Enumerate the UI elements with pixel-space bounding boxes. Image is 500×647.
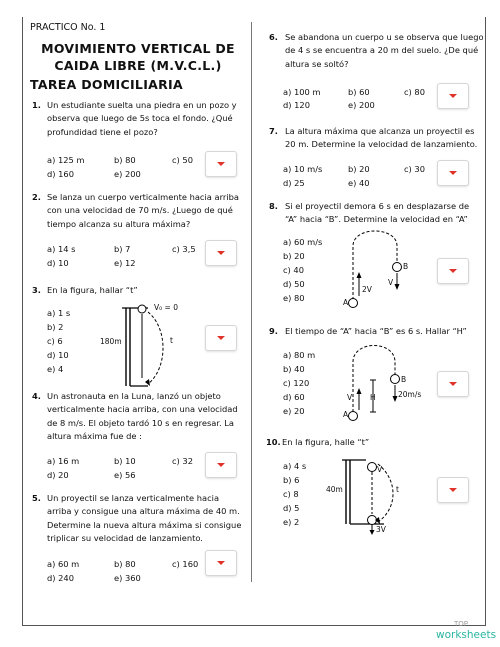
q10-figure: [340, 452, 410, 536]
q9-point-a-label: A: [343, 410, 349, 419]
q9-option-d: d) 60: [283, 392, 305, 402]
q9-number: 9.: [269, 326, 278, 336]
q9-option-c: c) 120: [283, 378, 310, 388]
q8-option-e: e) 80: [283, 293, 305, 303]
q10-3v-label: 3V: [376, 525, 386, 534]
q2-option-d: d) 10: [47, 258, 69, 268]
q1-number: 1.: [32, 100, 41, 110]
caret-down-icon: [449, 269, 457, 273]
column-divider: [251, 22, 252, 582]
q10-height-label: 40m: [326, 485, 343, 494]
q4-option-d: d) 20: [47, 470, 69, 480]
q3-height-label: 180m: [100, 337, 122, 346]
q7-option-d: d) 25: [283, 178, 305, 188]
q3-option-b: b) 2: [47, 322, 64, 332]
q5-option-c: c) 160: [172, 559, 199, 569]
q3-time-label: t: [170, 336, 173, 345]
q3-text: En la figura, hallar “t”: [47, 285, 138, 295]
practico-label: PRACTICO No. 1: [30, 22, 106, 33]
q2-answer-dropdown[interactable]: [205, 240, 237, 266]
q7-option-a: a) 10 m/s: [283, 164, 323, 174]
q4-option-a: a) 16 m: [47, 456, 80, 466]
q10-answer-dropdown[interactable]: [437, 477, 469, 503]
q8-2v-label: 2V: [362, 285, 372, 294]
q3-v0-label: V₀ = 0: [154, 303, 178, 312]
q8-v-label: V: [388, 278, 394, 287]
q9-speed-label: 20m/s: [398, 390, 422, 399]
q10-option-d: d) 5: [283, 503, 300, 513]
q6-answer-dropdown[interactable]: [437, 83, 469, 109]
q6-option-c: c) 80: [404, 87, 425, 97]
q10-number: 10.: [266, 437, 281, 447]
q1-text: Un estudiante suelta una piedra en un pozo y observa que luego de 5s toca el fondo. ¿Qué profundidad tiene el pozo?: [47, 100, 237, 137]
q1-option-c: c) 50: [172, 155, 193, 165]
q5-answer-dropdown[interactable]: [205, 550, 237, 576]
q4-option-e: e) 56: [114, 470, 136, 480]
q6-text: Se abandona un cuerpo u se observa que luego de 4 s se encuentra a 20 m del suelo. ¿De qué altura se soltó?: [285, 32, 484, 69]
topworksheets-logo[interactable]: worksheets: [436, 629, 497, 641]
q5-option-b: b) 80: [114, 559, 136, 569]
q5-option-e: e) 360: [114, 573, 141, 583]
q7-option-c: c) 30: [404, 164, 425, 174]
q8-answer-dropdown[interactable]: [437, 258, 469, 284]
q9-answer-dropdown[interactable]: [437, 371, 469, 397]
q3-option-c: c) 6: [47, 336, 63, 346]
q2-number: 2.: [32, 192, 41, 202]
homework-subtitle: TAREA DOMICILIARIA: [30, 77, 183, 92]
caret-down-icon: [449, 488, 457, 492]
caret-down-icon: [217, 162, 225, 166]
q10-time-label: t: [396, 485, 399, 494]
q3-option-a: a) 1 s: [47, 308, 71, 318]
q4-answer-dropdown[interactable]: [205, 452, 237, 478]
q10-option-c: c) 8: [283, 489, 299, 499]
q5-option-a: a) 60 m: [47, 559, 80, 569]
q6-option-a: a) 100 m: [283, 87, 321, 97]
q1-option-e: e) 200: [114, 169, 141, 179]
q3-option-e: e) 4: [47, 364, 64, 374]
q9-text: El tiempo de “A” hacia “B” es 6 s. Hallar “H”: [285, 326, 467, 336]
q2-option-c: c) 3,5: [172, 244, 196, 254]
q10-v-label: V: [377, 465, 383, 474]
q2-option-e: e) 12: [114, 258, 136, 268]
q3-answer-dropdown[interactable]: [205, 325, 237, 351]
q9-h-label: H: [370, 393, 376, 402]
q4-option-b: b) 10: [114, 456, 136, 466]
q1-option-d: d) 160: [47, 169, 74, 179]
q2-option-b: b) 7: [114, 244, 131, 254]
q8-number: 8.: [269, 201, 278, 211]
q5-option-d: d) 240: [47, 573, 74, 583]
q6-number: 6.: [269, 32, 278, 42]
q9-v-label: V: [347, 393, 353, 402]
q9-option-a: a) 80 m: [283, 350, 316, 360]
caret-down-icon: [449, 171, 457, 175]
q3-number: 3.: [32, 285, 41, 295]
q3-option-d: d) 10: [47, 350, 69, 360]
q9-option-e: e) 20: [283, 406, 305, 416]
q4-text: Un astronauta en la Luna, lanzó un objeto verticalmente hacia arriba, con una velocidad de 8 m/s. El objeto tardó 10 s en regresar. La altura máxima fue de :: [47, 391, 238, 442]
q10-option-b: b) 6: [283, 475, 300, 485]
q10-option-e: e) 2: [283, 517, 300, 527]
q4-number: 4.: [32, 391, 41, 401]
q7-answer-dropdown[interactable]: [437, 160, 469, 186]
q8-point-a-label: A: [343, 298, 349, 307]
q2-text: Se lanza un cuerpo verticalmente hacia arriba con una velocidad de 70 m/s. ¿Luego de qué tiempo alcanza su altura máxima?: [47, 192, 239, 229]
q4-option-c: c) 32: [172, 456, 193, 466]
title-line-1: MOVIMIENTO VERTICAL DE: [41, 41, 235, 56]
caret-down-icon: [217, 561, 225, 565]
q7-number: 7.: [269, 126, 278, 136]
q1-option-b: b) 80: [114, 155, 136, 165]
q7-option-e: e) 40: [348, 178, 370, 188]
q8-option-b: b) 20: [283, 251, 305, 261]
q9-option-b: b) 40: [283, 364, 305, 374]
q10-option-a: a) 4 s: [283, 461, 307, 471]
caret-down-icon: [449, 94, 457, 98]
caret-down-icon: [217, 463, 225, 467]
q8-option-a: a) 60 m/s: [283, 237, 323, 247]
q1-answer-dropdown[interactable]: [205, 151, 237, 177]
logo-top-text: TOP: [454, 620, 469, 628]
q8-text: Si el proyectil demora 6 s en desplazarse de “A” hacia “B”. Determine la velocidad en “A”: [285, 201, 470, 225]
caret-down-icon: [217, 251, 225, 255]
title-line-2: CAIDA LIBRE (M.V.C.L.): [54, 58, 222, 73]
q8-option-d: d) 50: [283, 279, 305, 289]
q9-point-b-label: B: [401, 375, 407, 384]
caret-down-icon: [217, 336, 225, 340]
q6-option-b: b) 60: [348, 87, 370, 97]
q5-number: 5.: [32, 493, 41, 503]
q10-text: En la figura, halle “t”: [282, 437, 370, 447]
q8-point-b-label: B: [403, 262, 409, 271]
q1-option-a: a) 125 m: [47, 155, 85, 165]
q7-option-b: b) 20: [348, 164, 370, 174]
caret-down-icon: [449, 382, 457, 386]
q5-text: Un proyectil se lanza verticalmente hacia arriba y consigue una altura máxima de 40 m. Determine la nueva altura máxima si consigue triplicar su velocidad de lanzamiento.: [47, 493, 242, 544]
q6-option-d: d) 120: [283, 100, 310, 110]
q7-text: La altura máxima que alcanza un proyectil es 20 m. Determine la velocidad de lanzamiento.: [285, 126, 478, 150]
q8-option-c: c) 40: [283, 265, 304, 275]
q2-option-a: a) 14 s: [47, 244, 76, 254]
q6-option-e: e) 200: [348, 100, 375, 110]
